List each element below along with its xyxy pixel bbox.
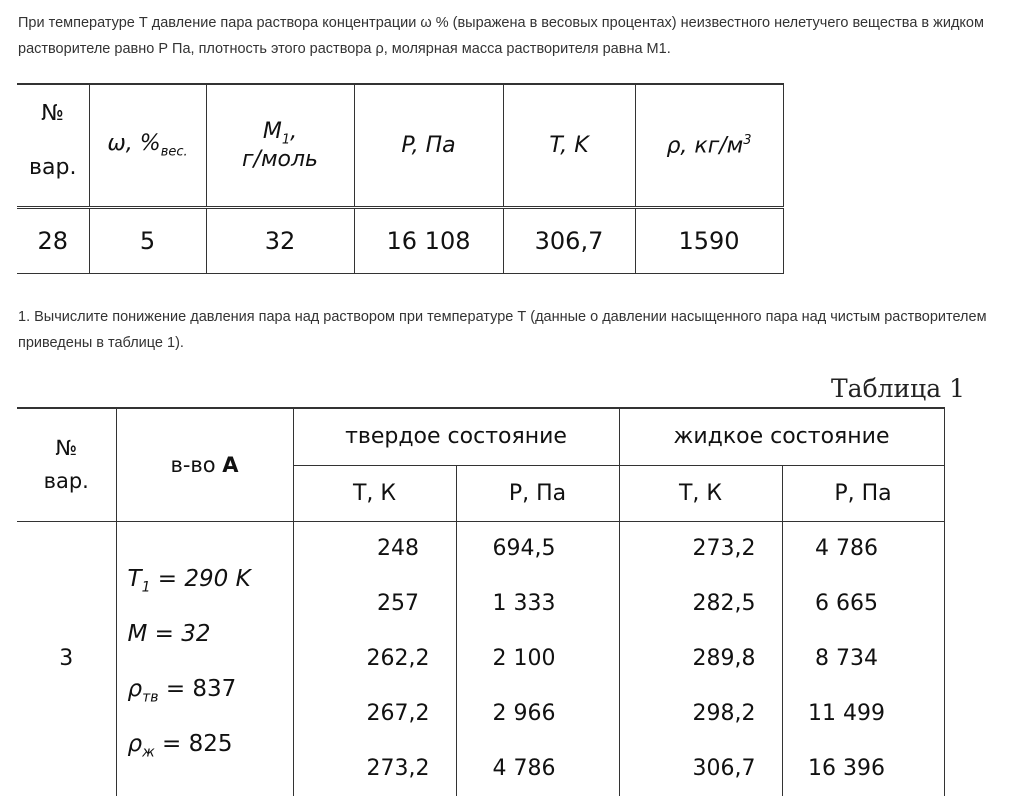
col-header-variant [17,408,116,521]
header-variant-label: вар. [43,468,89,493]
header-m-unit: г/моль [241,146,319,172]
table-row [17,521,944,576]
table-caption: Таблица 1 [830,374,965,403]
prop-t1-sub: 1 [141,579,151,596]
col-header-density [635,84,783,207]
prop-rho-liquid [128,717,293,772]
col-header-substance [116,408,293,521]
col-group-solid: твердое состояние [293,408,619,465]
col-header-temperature: T, K [503,84,635,207]
header-number-sign: № [55,435,78,460]
cell-substance-properties [116,521,293,796]
header-rho-sup: 3 [743,132,752,148]
prop-t1 [128,552,293,607]
cell-t-solid: 248 [293,521,456,576]
prop-t1-value: = 290 K [150,565,251,592]
task-text: 1. Вычислите понижение давления пара над раствором при температуре Т (данные о давлении насыщенного пара над чистым растворителем приведены в таблице 1). [18,309,987,351]
table-header-row [17,84,783,207]
header-number-sign: № [41,101,65,127]
cell-p-solid: 2 966 [456,686,619,741]
cell-t-solid: 257 [293,576,456,631]
prop-t1-symbol: T [127,565,142,592]
col-header-pressure: P, Па [354,84,503,207]
header-substance-letter: А [222,452,239,477]
col-header-omega [89,84,206,207]
cell-p-liquid: 4 786 [782,521,944,576]
header-omega-label: ω, % [107,131,161,157]
cell-p-solid: 4 786 [456,741,619,796]
col-header-t-liquid: Т, К [619,465,782,521]
cell-variant: 3 [59,646,74,672]
header-substance-label: в-во [170,452,223,477]
cell-variant: 28 [37,226,69,255]
table-header-row [17,408,944,465]
cell-t-liquid: 273,2 [619,521,782,576]
cell-pressure: 16 108 [354,207,503,273]
cell-t-liquid: 289,8 [619,631,782,686]
cell-p-liquid: 6 665 [782,576,944,631]
prop-rho-solid-value: = 837 [158,675,237,702]
cell-t-solid: 267,2 [293,686,456,741]
cell-t-solid: 262,2 [293,631,456,686]
vapor-pressure-table [17,407,945,796]
prop-rho-liquid-value: = 825 [154,730,233,757]
cell-molar-mass: 32 [206,207,354,273]
col-header-t-solid: Т, К [293,465,456,521]
variant-data-table [17,83,784,274]
header-variant-label: вар. [29,155,77,181]
col-header-molar-mass: $M_1$, г/моль [206,84,354,207]
prop-rho-liquid-sub: ж [142,744,155,761]
cell-p-liquid: 11 499 [782,686,944,741]
col-header-p-solid: Р, Па [456,465,619,521]
cell-density: 1590 [635,207,783,273]
cell-p-solid: 1 333 [456,576,619,631]
prop-rho-solid [128,662,293,717]
header-m-label: M [262,118,282,144]
cell-p-liquid: 8 734 [782,631,944,686]
prop-rho-liquid-symbol: ρ [127,730,143,757]
cell-p-solid: 2 100 [456,631,619,686]
cell-omega: 5 [89,207,206,273]
col-group-liquid: жидкое состояние [619,408,944,465]
cell-t-liquid: 282,5 [619,576,782,631]
col-header-variant [17,84,89,207]
header-rho-label: ρ, кг/м [666,132,744,158]
cell-t-liquid: 298,2 [619,686,782,741]
header-omega-sub: вес. [160,144,188,160]
prop-rho-solid-symbol: ρ [127,675,143,702]
cell-t-solid: 273,2 [293,741,456,796]
cell-p-liquid: 16 396 [782,741,944,796]
cell-t-liquid: 306,7 [619,741,782,796]
header-m-sub: 1 [281,131,291,147]
table-row [17,207,783,273]
problem-statement: При температуре Т давление пара раствора концентрации ω % (выражена в весовых процентах) неизвестного нелетучего вещества в жидком растворителе равно Р Па, плотность этого раствора ρ, молярная масса растворителя равна М1. [18,15,984,57]
cell-p-solid: 694,5 [456,521,619,576]
prop-rho-solid-sub: тв [142,689,159,706]
col-header-p-liquid: Р, Па [782,465,944,521]
prop-m: M = 32 [127,620,211,647]
cell-temperature: 306,7 [503,207,635,273]
